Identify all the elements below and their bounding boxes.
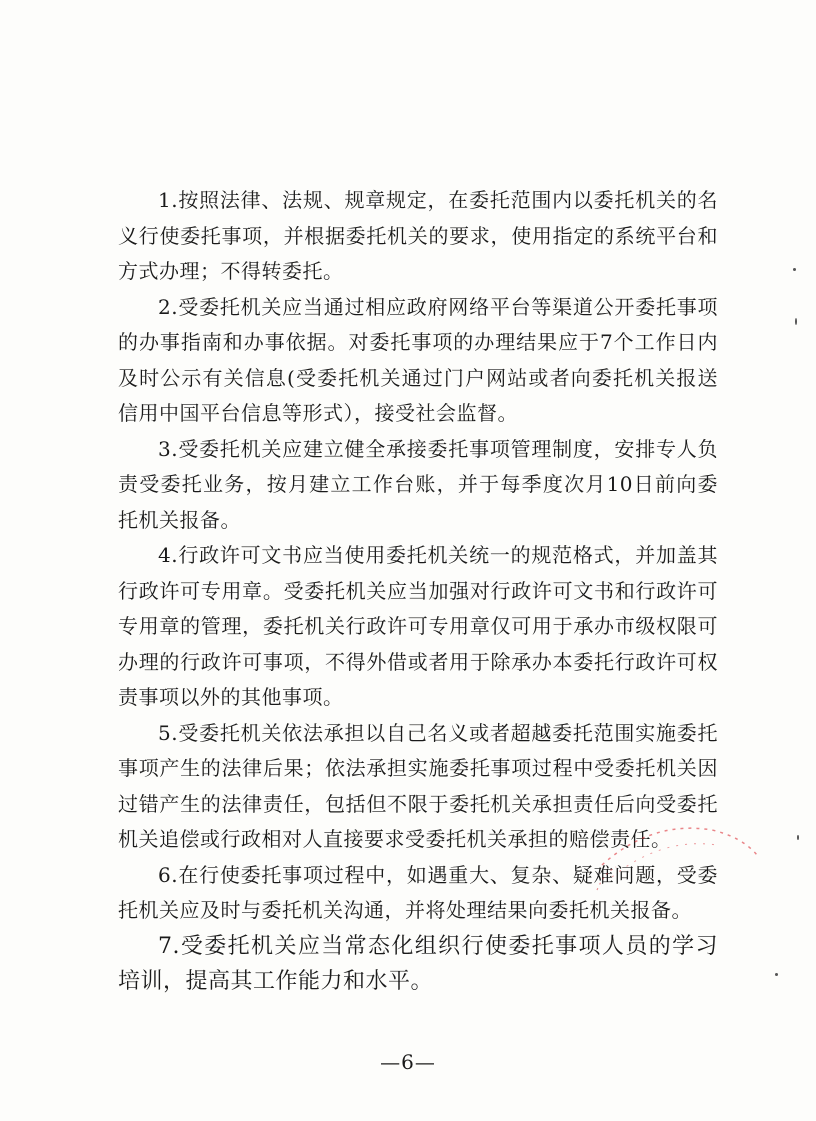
scan-speck (797, 835, 799, 840)
seal-stamp-fragment (592, 815, 762, 945)
page-number: —6— (380, 1050, 436, 1074)
paragraph-7: 7.受委托机关应当常态化组织行使委托事项人员的学习培训，提高其工作能力和水平。 (118, 933, 718, 994)
paragraph-2: 2.受委托机关应当通过相应政府网络平台等渠道公开委托事项的办事指南和办事依据。对委托事项的办理结果应于7个工作日内及时公示有关信息(受委托机关通过门户网站或者向委托机关报送信用中国平台信息等形式），接受社会监督。 (118, 294, 718, 425)
paragraph-5: 5.受委托机关依法承担以自己名义或者超越委托范围实施委托事项产生的法律后果；依法承担实施委托事项过程中受委托机关因过错产生的法律责任，包括但不限于委托机关承担责任后向受委托机关追偿或行政相对人直接要求受委托机关承担的赔偿责任。 (118, 720, 718, 851)
paragraph-6: 6.在行使委托事项过程中，如遇重大、复杂、疑难问题，受委托机关应及时与委托机关沟通，并将处理结果向委托机关报备。 (118, 862, 718, 922)
scan-speck (793, 268, 796, 271)
paragraph-4: 4.行政许可文书应当使用委托机关统一的规范格式，并加盖其行政许可专用章。受委托机关应当加强对行政许可文书和行政许可专用章的管理，委托机关行政许可专用章仅可用于承办市级权限可办理的行政许可事项，不得外借或者用于除承办本委托行政许可权责事项以外的其他事项。 (118, 543, 718, 709)
scan-speck (775, 973, 778, 976)
paragraph-3: 3.受委托机关应建立健全承接委托事项管理制度，安排专人负责受委托业务，按月建立工作台账，并于每季度次月10日前向委托机关报备。 (118, 436, 718, 532)
scan-speck (795, 318, 797, 325)
paragraph-1: 1.按照法律、法规、规章规定，在委托范围内以委托机关的名义行使委托事项，并根据委托机关的要求，使用指定的系统平台和方式办理；不得转委托。 (118, 188, 718, 283)
